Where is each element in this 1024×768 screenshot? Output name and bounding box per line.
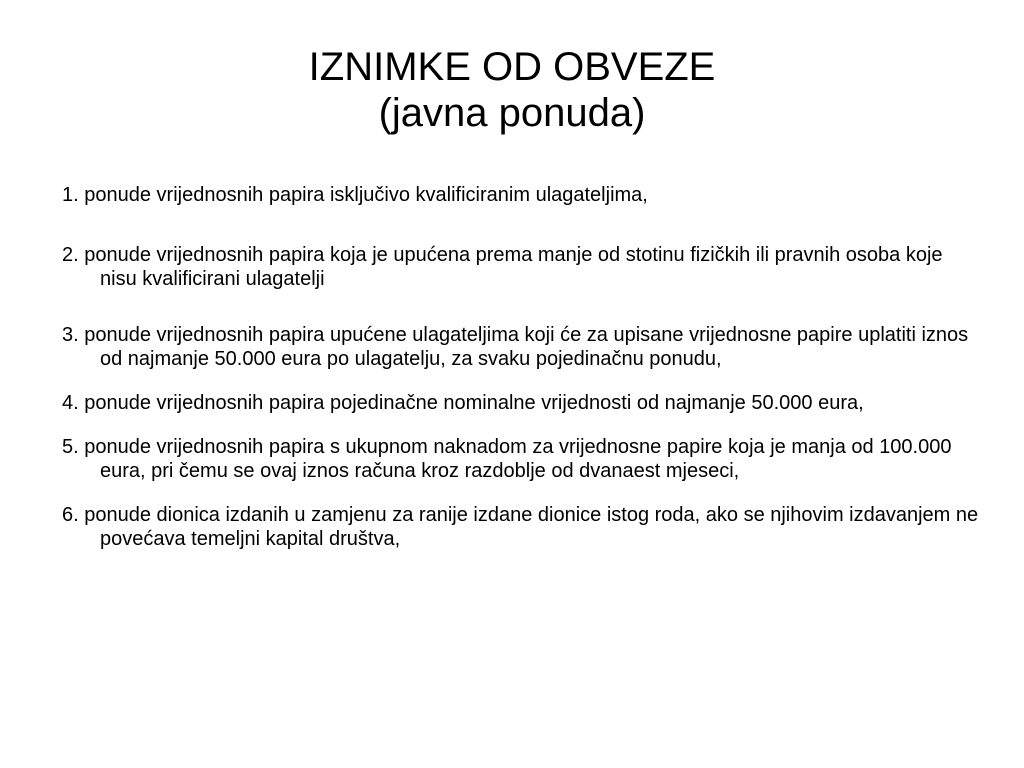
list-item: 5. ponude vrijednosnih papira s ukupnom naknadom za vrijednosne papire koja je manja od 100.000 eura, pri čemu se ovaj iznos računa kroz razdoblje od dvanaest mjeseci, [62, 436, 952, 482]
slide-title [0, 44, 1024, 136]
list-item: 3. ponude vrijednosnih papira upućene ulagateljima koji će za upisane vrijednosne papire uplatiti iznos od najmanje 50.000 eura po ulagatelju, za svaku pojedinačnu ponudu, [62, 324, 969, 370]
exemption-list [62, 183, 982, 571]
title-line-1: IZNIMKE OD OBVEZE [308, 45, 716, 89]
title-line-2: (javna ponuda) [378, 91, 646, 135]
list-item: 6. ponude dionica izdanih u zamjenu za ranije izdane dionice istog roda, ako se njihovim izdavanjem ne povećava temeljni kapital društva, [62, 504, 979, 550]
list-item: 1. ponude vrijednosnih papira isključivo kvalificiranim ulagateljima, [62, 184, 648, 206]
list-item: 2. ponude vrijednosnih papira koja je upućena prema manje od stotinu fizičkih ili pravnih osoba koje nisu kvalificirani ulagatelji [62, 244, 943, 290]
list-item: 4. ponude vrijednosnih papira pojedinačne nominalne vrijednosti od najmanje 50.000 eura, [62, 392, 864, 414]
